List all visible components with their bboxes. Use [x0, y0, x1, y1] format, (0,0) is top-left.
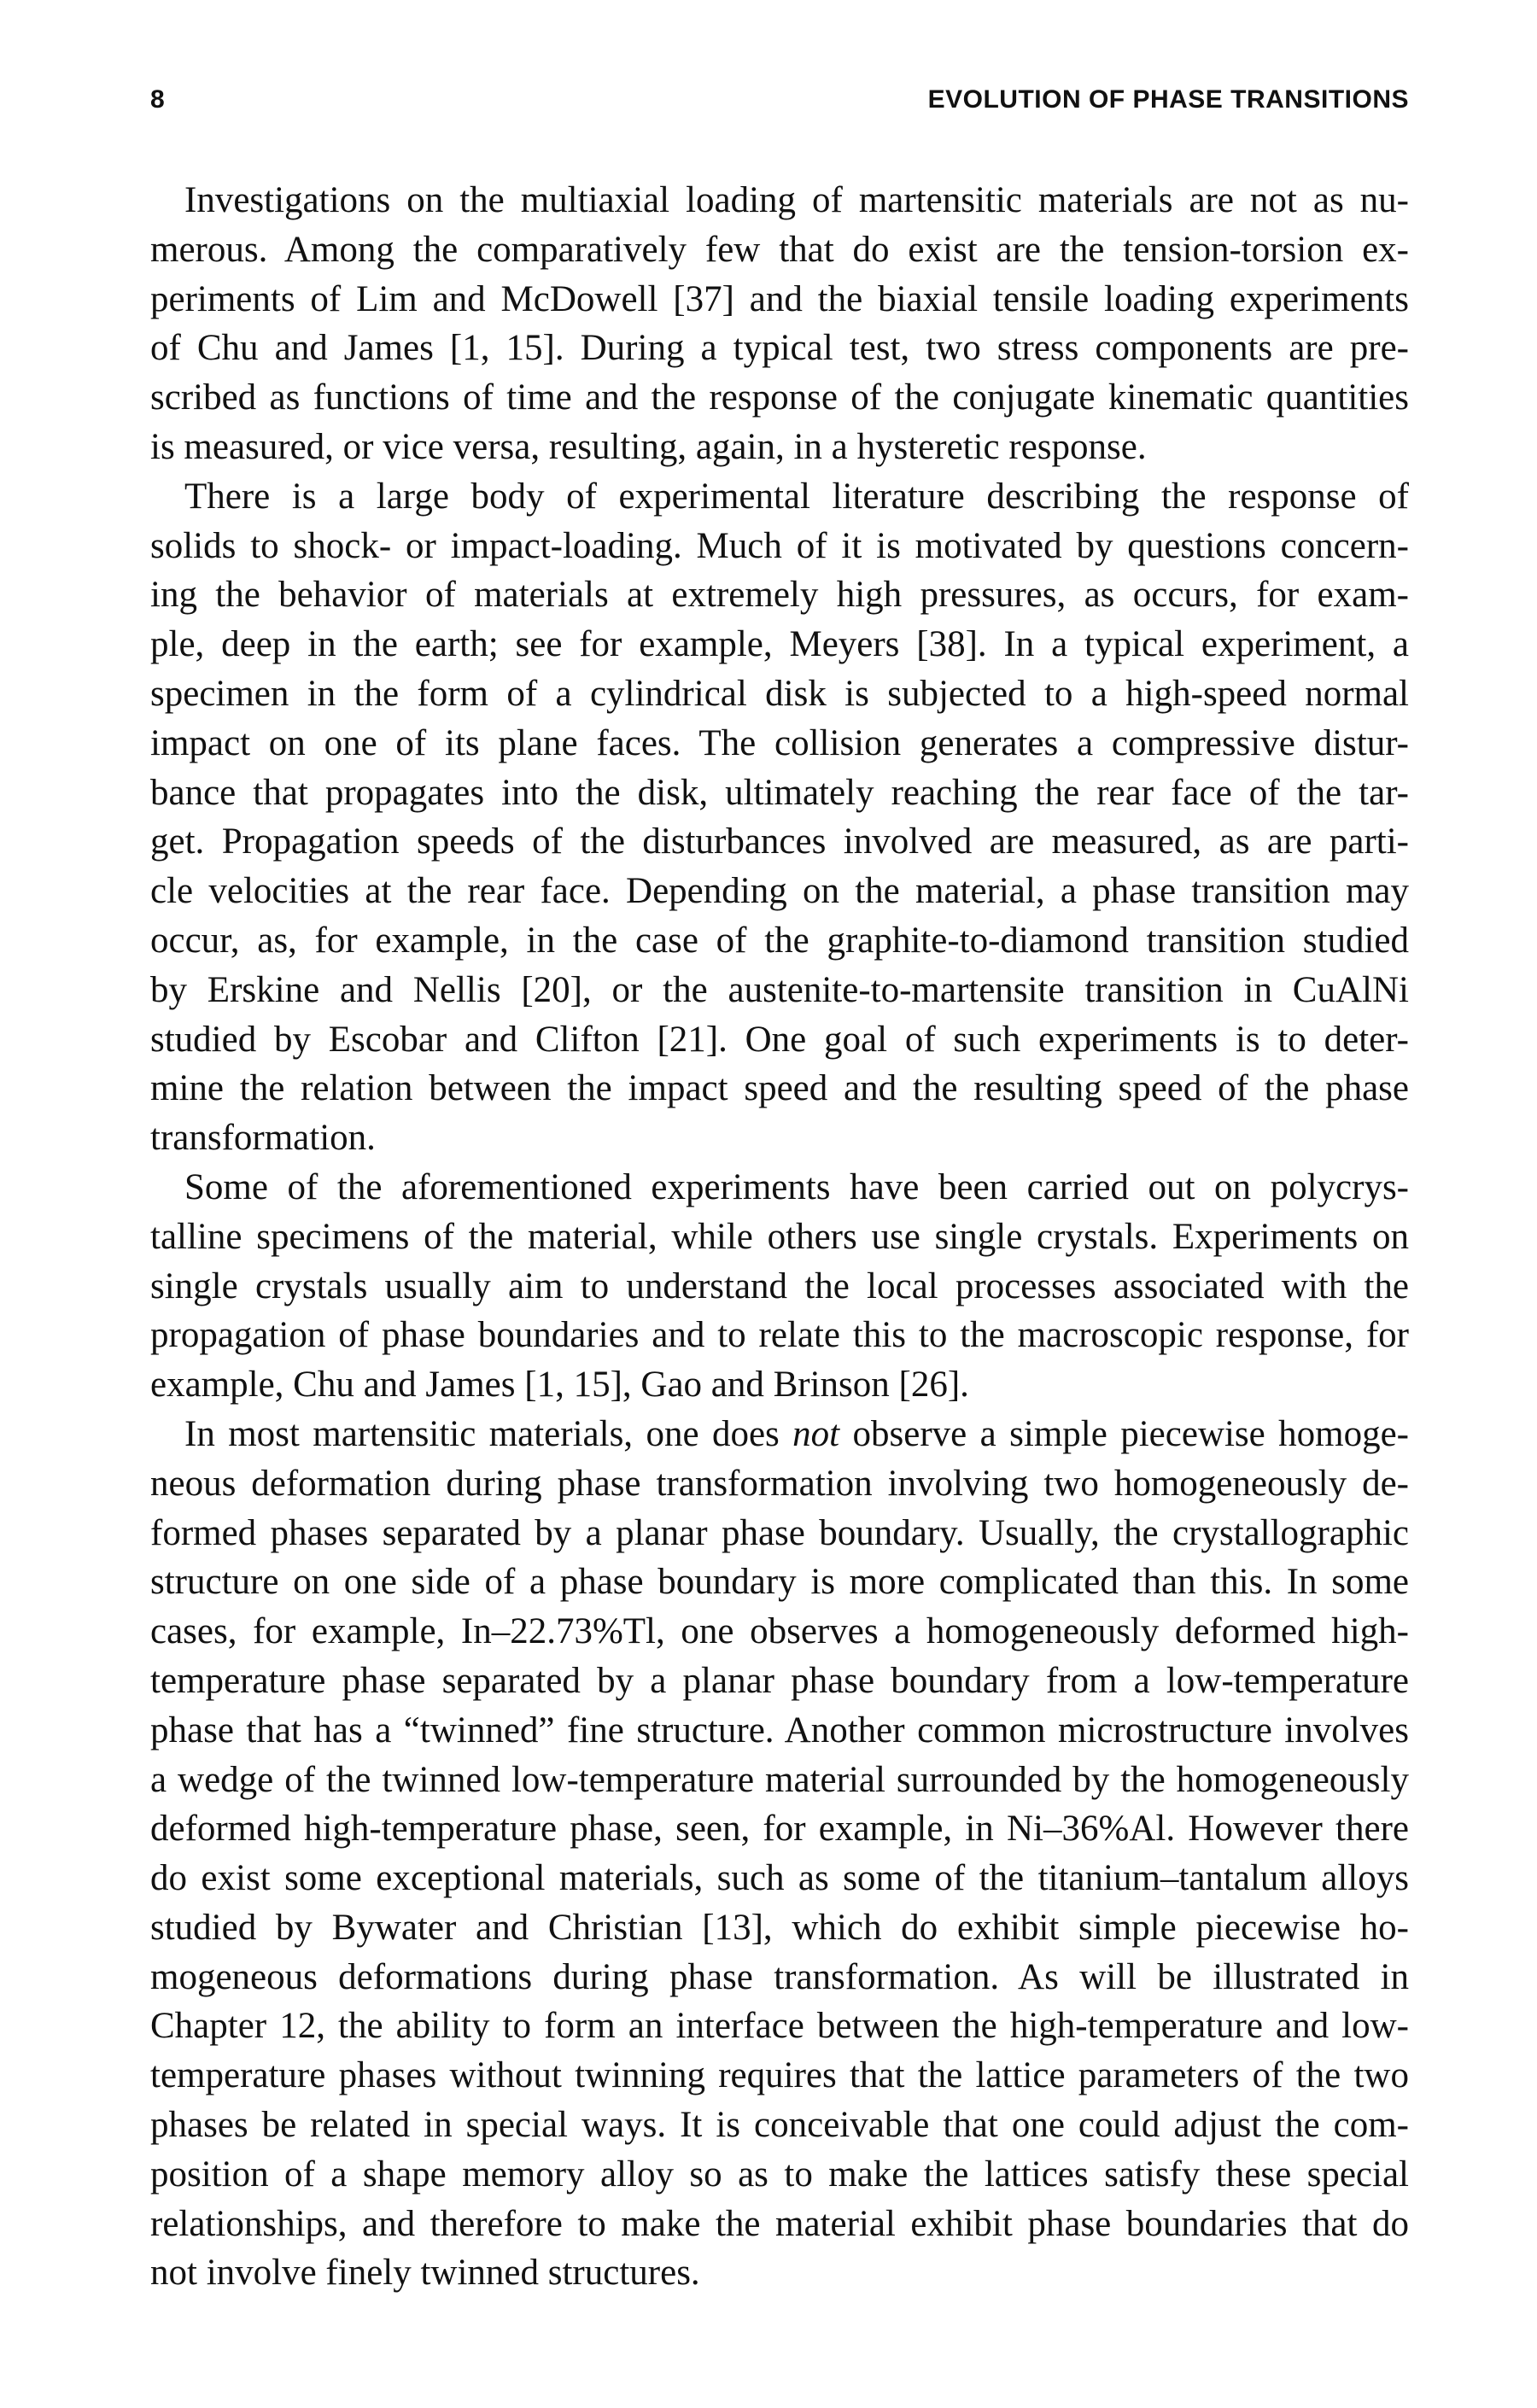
text-line: a wedge of the twinned low-temperature material surrounded by the homogeneously	[150, 1759, 1409, 1800]
text-line: There is a large body of experimental literature describing the response of	[184, 476, 1409, 517]
text-line: studied by Escobar and Clifton [21]. One goal of such experiments is to deter-	[150, 1019, 1409, 1060]
text-line: talline specimens of the material, while others use single crystals. Experiments on	[150, 1216, 1409, 1257]
text-segment: In most martensitic materials, one does	[184, 1413, 793, 1454]
text-line: mine the relation between the impact speed and the resulting speed of the phase	[150, 1068, 1409, 1109]
text-line: position of a shape memory alloy so as to make the lattices satisfy these special	[150, 2154, 1409, 2195]
emphasis: not	[792, 1413, 840, 1454]
running-head: EVOLUTION OF PHASE TRANSITIONS	[927, 85, 1409, 114]
text-line: scribed as functions of time and the response of the conjugate kinematic quantities	[150, 377, 1409, 418]
text-line: relationships, and therefore to make the material exhibit phase boundaries that do	[150, 2203, 1409, 2244]
paragraph	[150, 176, 1409, 472]
text-line: example, Chu and James [1, 15], Gao and Brinson [26].	[150, 1365, 969, 1406]
text-line: single crystals usually aim to understand the local processes associated with the	[150, 1265, 1409, 1306]
text-line: merous. Among the comparatively few that do exist are the tension-torsion ex-	[150, 229, 1409, 270]
text-line: Some of the aforementioned experiments have been carried out on polycrys-	[184, 1166, 1409, 1207]
text-line: temperature phase separated by a planar phase boundary from a low-temperature	[150, 1660, 1409, 1701]
text-line: cases, for example, In–22.73%Tl, one observes a homogeneously deformed high-	[150, 1611, 1409, 1652]
page-number: 8	[150, 85, 165, 114]
text-line: transformation.	[150, 1118, 376, 1159]
text-line: ing the behavior of materials at extremely high pressures, as occurs, for exam-	[150, 575, 1409, 616]
text-line: not involve finely twinned structures.	[150, 2253, 700, 2294]
body-text	[150, 176, 1409, 2298]
text-segment: observe a simple piecewise homoge-	[839, 1413, 1409, 1454]
text-line: Chapter 12, the ability to form an interface between the high-temperature and low-	[150, 2006, 1409, 2047]
text-line: propagation of phase boundaries and to relate this to the macroscopic response, for	[150, 1315, 1409, 1356]
text-line: do exist some exceptional materials, such as some of the titanium–tantalum alloys	[150, 1858, 1409, 1899]
paragraph	[150, 472, 1409, 1163]
paragraph	[150, 1163, 1409, 1410]
text-line: ple, deep in the earth; see for example, Meyers [38]. In a typical experiment, a	[150, 624, 1409, 665]
text-line: temperature phases without twinning requires that the lattice parameters of the two	[150, 2055, 1409, 2096]
text-line: neous deformation during phase transformation involving two homogeneously de-	[150, 1463, 1409, 1504]
text-line: formed phases separated by a planar phase boundary. Usually, the crystallographic	[150, 1512, 1409, 1553]
text-line: phase that has a “twinned” fine structure. Another common microstructure involves	[150, 1710, 1409, 1750]
text-line: periments of Lim and McDowell [37] and the biaxial tensile loading experiments	[150, 278, 1409, 319]
text-line: mogeneous deformations during phase transformation. As will be illustrated in	[150, 1956, 1409, 1997]
text-line: structure on one side of a phase boundary is more complicated than this. In some	[150, 1562, 1409, 1603]
text-line: phases be related in special ways. It is conceivable that one could adjust the com-	[150, 2105, 1409, 2146]
text-line: by Erskine and Nellis [20], or the austenite-to-martensite transition in CuAlNi	[150, 969, 1409, 1010]
text-line: is measured, or vice versa, resulting, again, in a hysteretic response.	[150, 426, 1147, 467]
text-line: specimen in the form of a cylindrical disk is subjected to a high-speed normal	[150, 673, 1409, 714]
text-line: deformed high-temperature phase, seen, for example, in Ni–36%Al. However there	[150, 1809, 1409, 1850]
text-line: of Chu and James [1, 15]. During a typical test, two stress components are pre-	[150, 328, 1409, 369]
text-line	[150, 1410, 1409, 1459]
text-line: cle velocities at the rear face. Depending on the material, a phase transition may	[150, 871, 1409, 912]
text-line: get. Propagation speeds of the disturbances involved are measured, as are parti-	[150, 821, 1409, 862]
text-line: occur, as, for example, in the case of the graphite-to-diamond transition studied	[150, 920, 1409, 961]
text-line: studied by Bywater and Christian [13], which do exhibit simple piecewise ho-	[150, 1907, 1409, 1948]
paragraph	[150, 1410, 1409, 2298]
text-line: bance that propagates into the disk, ultimately reaching the rear face of the tar-	[150, 772, 1409, 813]
text-line: solids to shock- or impact-loading. Much of it is motivated by questions concern-	[150, 525, 1409, 566]
text-line: Investigations on the multiaxial loading of martensitic materials are not as nu-	[184, 180, 1409, 220]
text-line: impact on one of its plane faces. The collision generates a compressive distur-	[150, 722, 1409, 763]
